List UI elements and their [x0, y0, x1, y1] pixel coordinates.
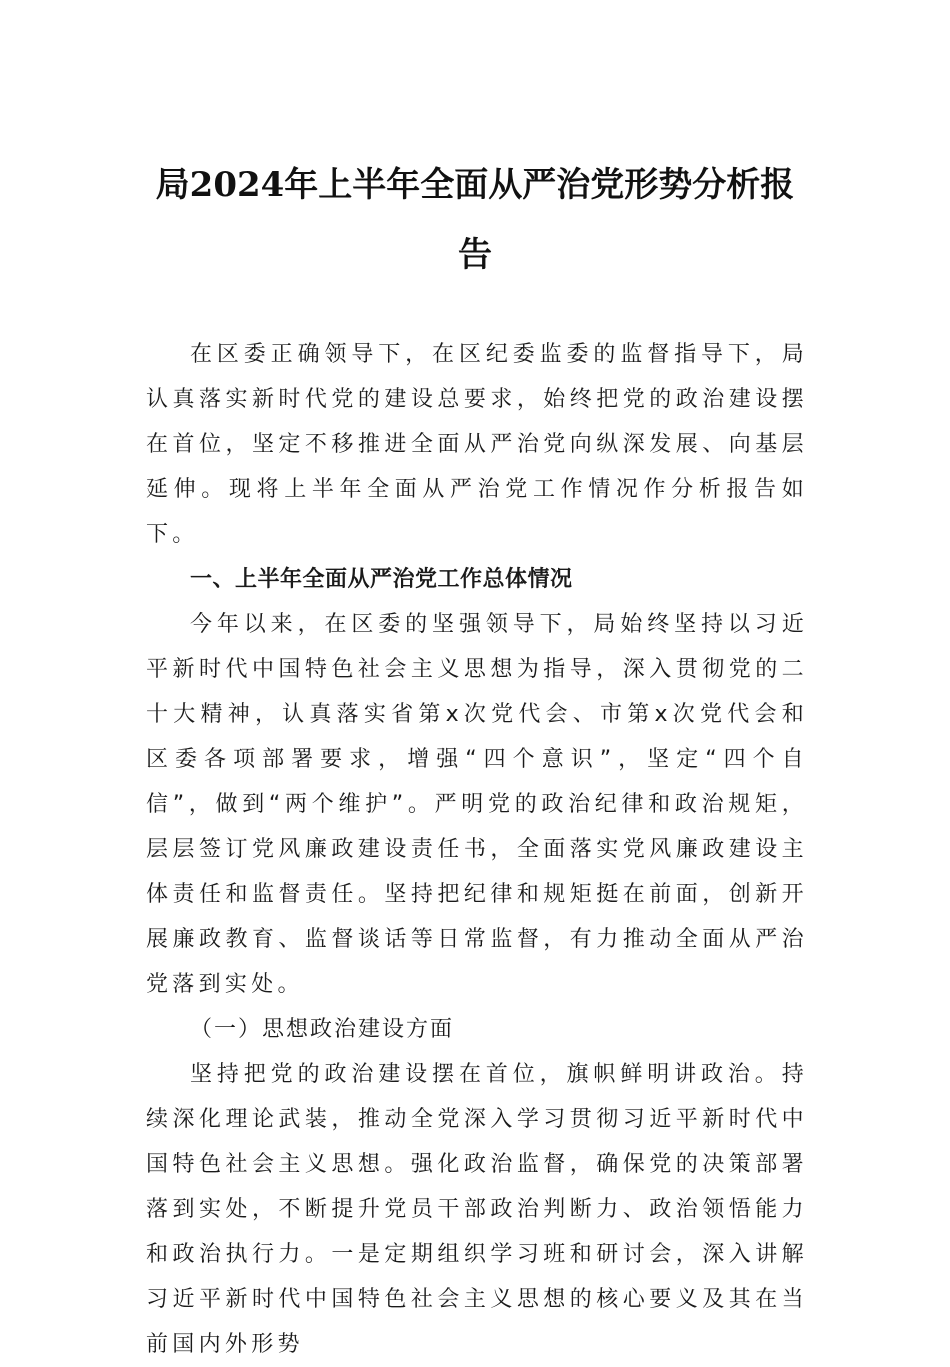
- document-body: [146, 332, 808, 1367]
- section-heading-1: 一、上半年全面从严治党工作总体情况: [190, 567, 573, 592]
- intro-paragraph: 在区委正确领导下，在区纪委监委的监督指导下，局认真落实新时代党的建设总要求，始终把党的政治建设摆在首位，坚定不移推进全面从严治党向纵深发展、向基层延伸。现将上半年全面从严治党工作情况作分析报告如下。: [146, 342, 808, 547]
- subsection-heading-1: （一）思想政治建设方面: [190, 1017, 455, 1042]
- political-paragraph: 坚持把党的政治建设摆在首位，旗帜鲜明讲政治。持续深化理论武装，推动全党深入学习贯彻习近平新时代中国特色社会主义思想。强化政治监督，确保党的决策部署落到实处，不断提升党员干部政治判断力、政治领悟能力和政治执行力。一是定期组织学习班和研讨会，深入讲解习近平新时代中国特色社会主义思想的核心要义及其在当前国内外形势: [146, 1062, 808, 1357]
- document-title: [120, 150, 830, 290]
- title-line-2: 告: [458, 235, 492, 275]
- overall-paragraph: 今年以来，在区委的坚强领导下，局始终坚持以习近平新时代中国特色社会主义思想为指导，深入贯彻党的二十大精神，认真落实省第x次党代会、市第x次党代会和区委各项部署要求，增强“四个意识”，坚定“四个自信”，做到“两个维护”。严明党的政治纪律和政治规矩，层层签订党风廉政建设责任书，全面落实党风廉政建设主体责任和监督责任。坚持把纪律和规矩挺在前面，创新开展廉政教育、监督谈话等日常监督，有力推动全面从严治党落到实处。: [146, 612, 808, 997]
- title-line-1: 局2024年上半年全面从严治党形势分析报: [155, 165, 795, 205]
